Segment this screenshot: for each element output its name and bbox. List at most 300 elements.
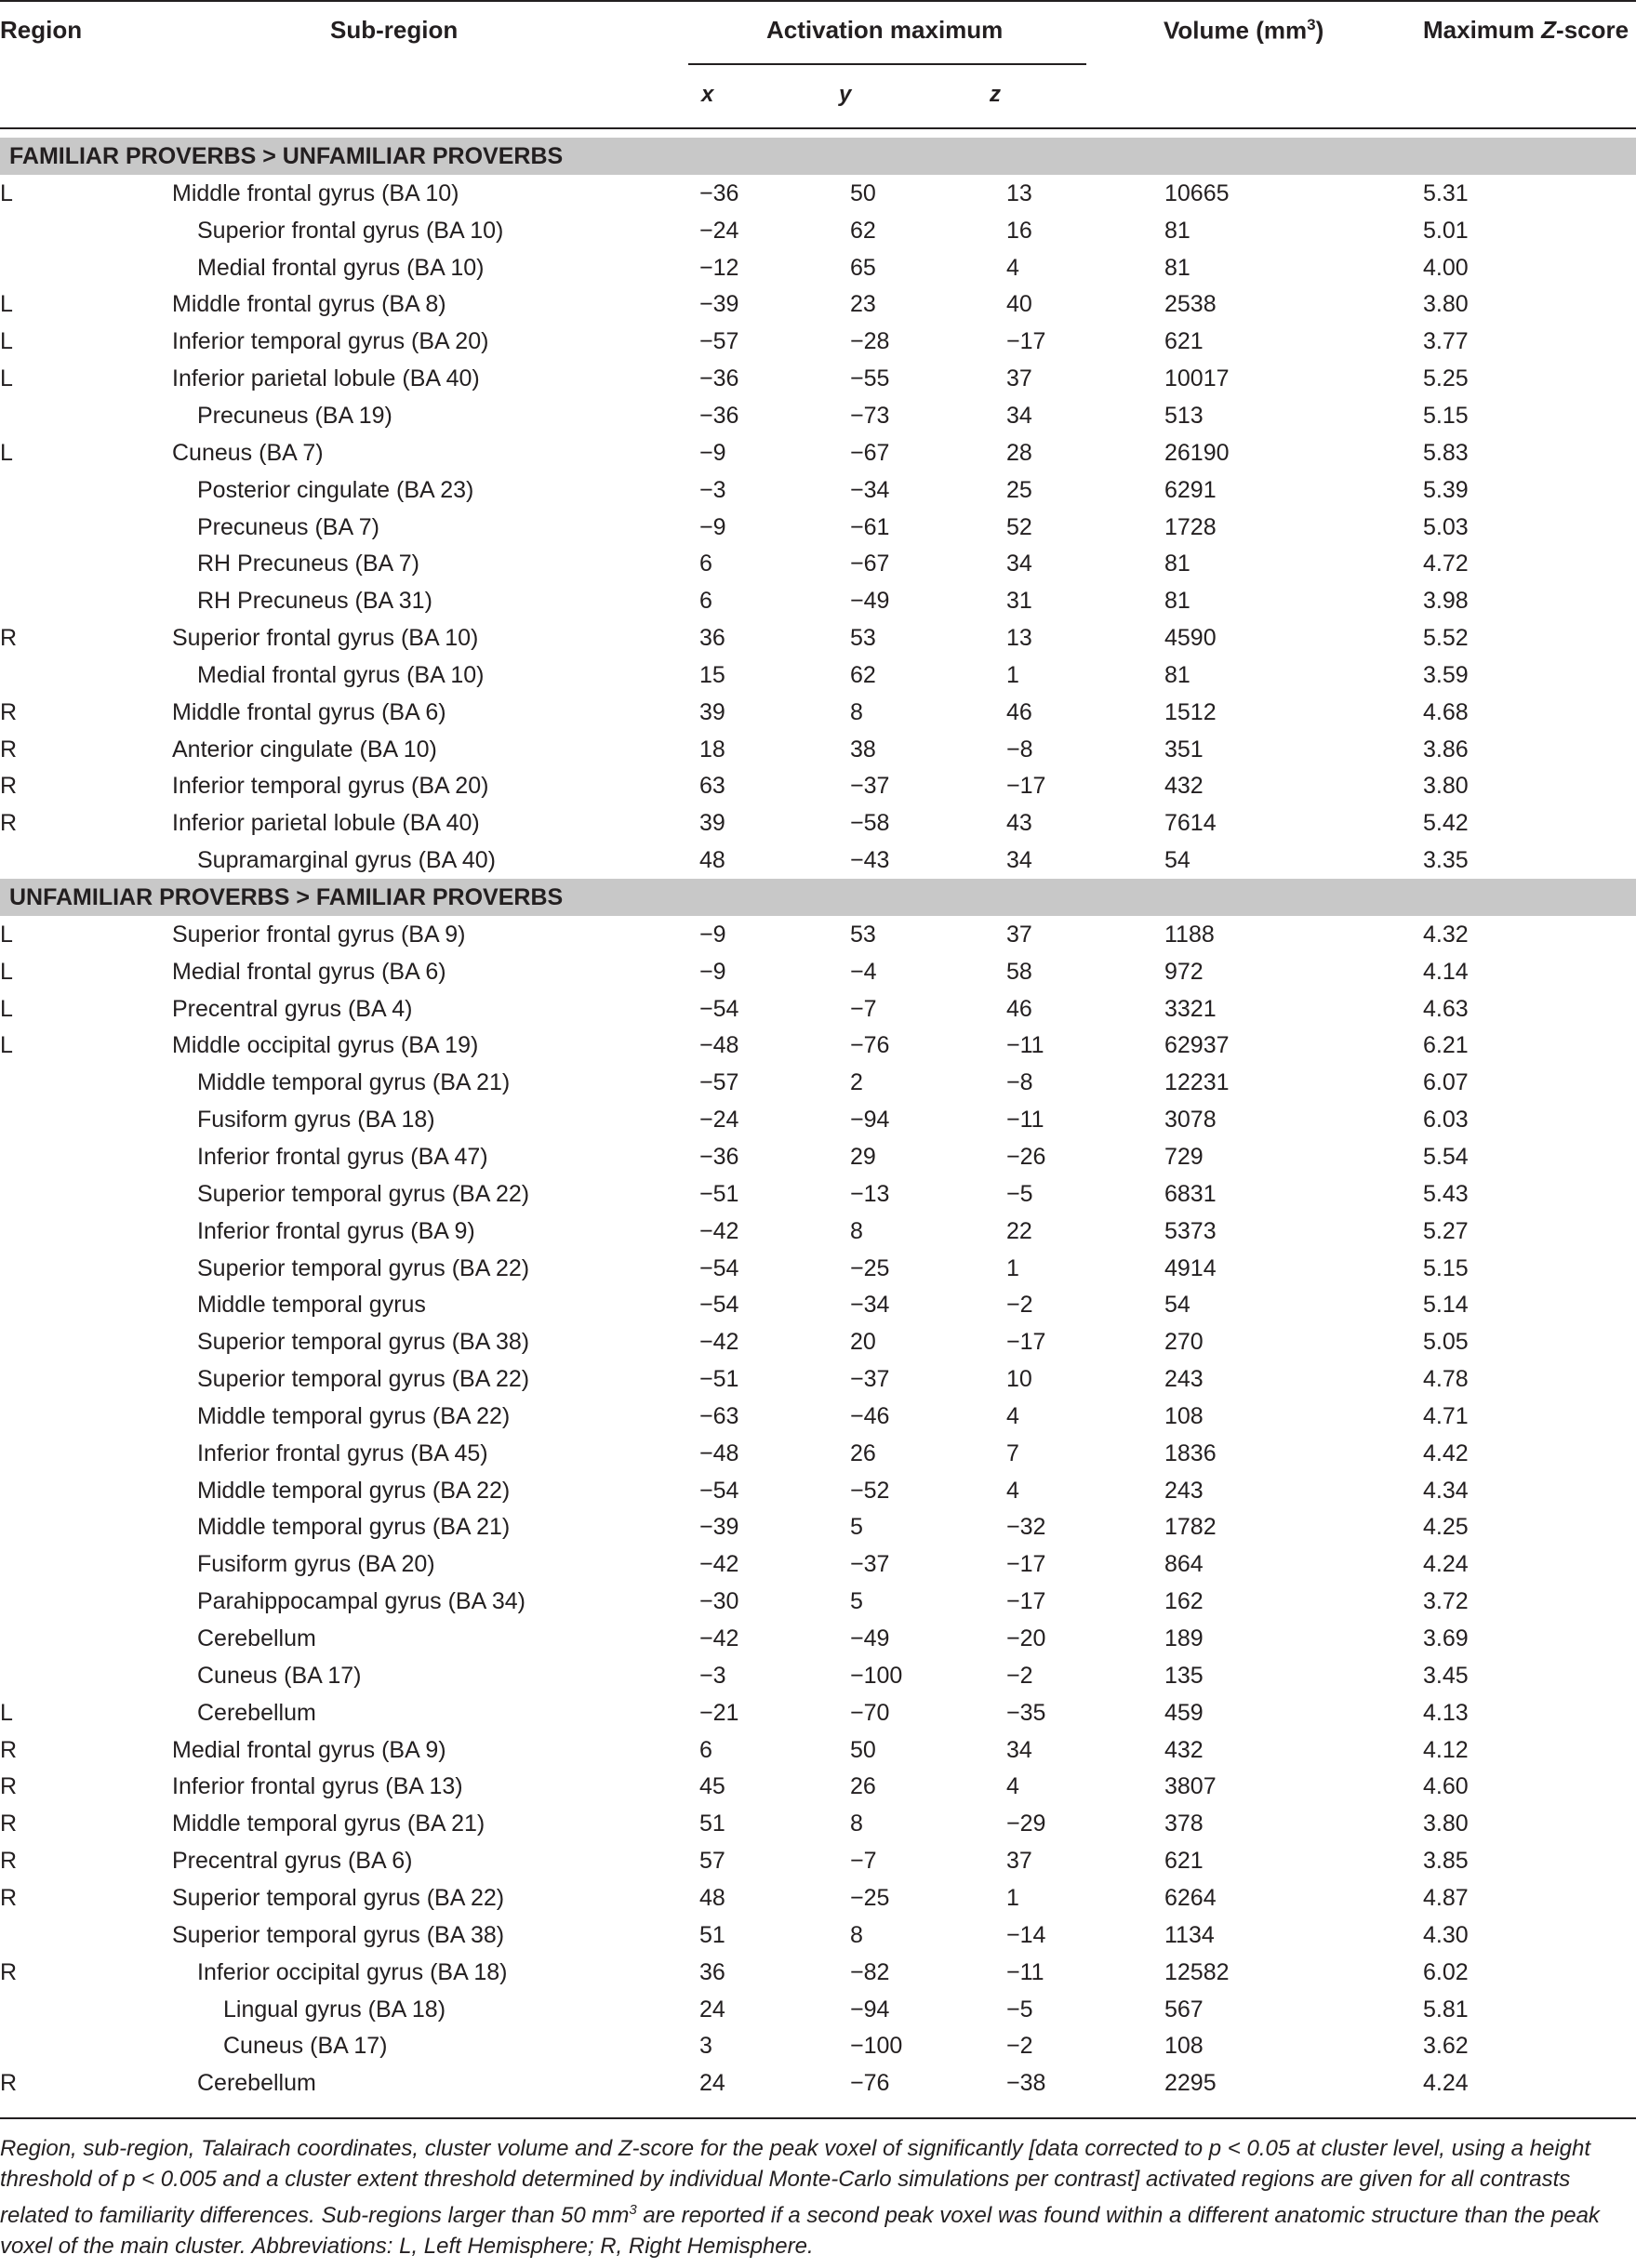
table-row bbox=[0, 1250, 1636, 1287]
section-title: UNFAMILIAR PROVERBS > FAMILIAR PROVERBS bbox=[9, 884, 564, 910]
cell-x: −54 bbox=[699, 1254, 739, 1281]
cell-region: L bbox=[0, 995, 13, 1022]
table-row bbox=[0, 619, 1636, 657]
cell-x: −42 bbox=[699, 1551, 739, 1578]
cell-x: 6 bbox=[699, 550, 712, 577]
cell-x: −48 bbox=[699, 1439, 739, 1466]
cell-y: −67 bbox=[850, 439, 890, 466]
cell-z: −11 bbox=[1006, 1032, 1044, 1059]
cell-sub-region: Inferior frontal gyrus (BA 47) bbox=[197, 1143, 488, 1170]
cell-x: −21 bbox=[699, 1699, 739, 1726]
cell-z: −5 bbox=[1006, 1180, 1033, 1207]
cell-z: −2 bbox=[1006, 1662, 1033, 1689]
table-row bbox=[0, 804, 1636, 842]
table-row bbox=[0, 397, 1636, 434]
cell-x: 36 bbox=[699, 625, 725, 652]
table-row bbox=[0, 1657, 1636, 1694]
table-row bbox=[0, 360, 1636, 397]
cell-zscore: 5.15 bbox=[1423, 402, 1469, 429]
cell-zscore: 4.34 bbox=[1423, 1477, 1469, 1504]
table-row bbox=[0, 1064, 1636, 1101]
table-row bbox=[0, 1991, 1636, 2028]
cell-x: 39 bbox=[699, 698, 725, 725]
cell-zscore: 3.86 bbox=[1423, 736, 1469, 763]
cell-zscore: 5.31 bbox=[1423, 179, 1469, 206]
cell-y: 50 bbox=[850, 1736, 876, 1763]
cell-y: −49 bbox=[850, 588, 890, 615]
cell-y: −94 bbox=[850, 1996, 890, 2023]
cell-sub-region: Precentral gyrus (BA 6) bbox=[172, 1848, 413, 1875]
top-rule bbox=[0, 0, 1636, 2]
cell-sub-region: Superior temporal gyrus (BA 22) bbox=[197, 1366, 530, 1393]
cell-zscore: 5.03 bbox=[1423, 513, 1469, 540]
bottom-rule bbox=[0, 2117, 1636, 2119]
cell-y: 5 bbox=[850, 1588, 863, 1615]
cell-y: −94 bbox=[850, 1107, 890, 1134]
cell-volume: 5373 bbox=[1164, 1217, 1217, 1244]
cell-region: R bbox=[0, 698, 18, 725]
cell-y: 26 bbox=[850, 1773, 876, 1800]
table-row bbox=[0, 1917, 1636, 1954]
table-row bbox=[0, 1213, 1636, 1250]
header-region: Region bbox=[0, 16, 83, 44]
cell-x: −42 bbox=[699, 1625, 739, 1651]
cell-y: −49 bbox=[850, 1625, 890, 1651]
cell-y: 26 bbox=[850, 1439, 876, 1466]
cell-z: −26 bbox=[1006, 1143, 1046, 1170]
cell-y: −37 bbox=[850, 1366, 890, 1393]
cell-region: L bbox=[0, 1032, 13, 1059]
cell-y: 8 bbox=[850, 1810, 863, 1837]
cell-zscore: 3.80 bbox=[1423, 773, 1469, 800]
cell-region: R bbox=[0, 1773, 18, 1800]
cell-sub-region: Inferior parietal lobule (BA 40) bbox=[172, 810, 480, 837]
cell-y: −76 bbox=[850, 2070, 890, 2097]
table-row bbox=[0, 1175, 1636, 1213]
cell-volume: 6264 bbox=[1164, 1884, 1217, 1911]
cell-z: −29 bbox=[1006, 1810, 1046, 1837]
cell-zscore: 5.43 bbox=[1423, 1180, 1469, 1207]
cell-region: R bbox=[0, 1848, 18, 1875]
cell-volume: 3807 bbox=[1164, 1773, 1217, 1800]
header-rule bbox=[0, 127, 1636, 129]
cell-sub-region: Inferior frontal gyrus (BA 45) bbox=[197, 1439, 488, 1466]
table-row bbox=[0, 545, 1636, 582]
cell-x: 39 bbox=[699, 810, 725, 837]
cell-z: 7 bbox=[1006, 1439, 1019, 1466]
cell-x: −24 bbox=[699, 1107, 739, 1134]
cell-x: −9 bbox=[699, 921, 726, 948]
cell-zscore: 3.45 bbox=[1423, 1662, 1469, 1689]
cell-zscore: 5.54 bbox=[1423, 1143, 1469, 1170]
cell-x: −42 bbox=[699, 1329, 739, 1356]
cell-region: L bbox=[0, 921, 13, 948]
cell-sub-region: Middle temporal gyrus (BA 22) bbox=[197, 1402, 511, 1429]
cell-zscore: 3.62 bbox=[1423, 2033, 1469, 2060]
cell-z: −8 bbox=[1006, 736, 1033, 763]
cell-y: −76 bbox=[850, 1032, 890, 1059]
cell-zscore: 4.71 bbox=[1423, 1402, 1469, 1429]
cell-y: −52 bbox=[850, 1477, 890, 1504]
cell-volume: 2295 bbox=[1164, 2070, 1217, 2097]
cell-zscore: 3.72 bbox=[1423, 1588, 1469, 1615]
cell-y: 53 bbox=[850, 625, 876, 652]
cell-x: 24 bbox=[699, 2070, 725, 2097]
cell-x: −39 bbox=[699, 1514, 739, 1541]
cell-z: −17 bbox=[1006, 328, 1046, 355]
cell-volume: 243 bbox=[1164, 1477, 1204, 1504]
cell-z: 25 bbox=[1006, 476, 1032, 503]
cell-volume: 567 bbox=[1164, 1996, 1204, 2023]
cell-sub-region: Anterior cingulate (BA 10) bbox=[172, 736, 437, 763]
cell-x: −57 bbox=[699, 328, 739, 355]
activation-underline bbox=[688, 63, 1086, 65]
header-sub-region: Sub-region bbox=[330, 16, 459, 44]
cell-x: −9 bbox=[699, 439, 726, 466]
table-row bbox=[0, 1398, 1636, 1435]
cell-x: −9 bbox=[699, 513, 726, 540]
table-row bbox=[0, 1805, 1636, 1842]
table-row bbox=[0, 1954, 1636, 1991]
table-row bbox=[0, 1435, 1636, 1472]
cell-x: 36 bbox=[699, 1958, 725, 1985]
cell-volume: 729 bbox=[1164, 1143, 1204, 1170]
cell-z: −20 bbox=[1006, 1625, 1046, 1651]
cell-y: −4 bbox=[850, 958, 877, 985]
cell-zscore: 5.15 bbox=[1423, 1254, 1469, 1281]
cell-region: R bbox=[0, 736, 18, 763]
cell-y: 2 bbox=[850, 1069, 863, 1096]
cell-sub-region: Middle temporal gyrus (BA 21) bbox=[172, 1810, 485, 1837]
cell-z: 37 bbox=[1006, 365, 1032, 392]
cell-y: 29 bbox=[850, 1143, 876, 1170]
cell-sub-region: Superior temporal gyrus (BA 38) bbox=[197, 1329, 530, 1356]
cell-x: −51 bbox=[699, 1366, 739, 1393]
cell-sub-region: Fusiform gyrus (BA 18) bbox=[197, 1107, 435, 1134]
cell-x: 51 bbox=[699, 1921, 725, 1948]
cell-sub-region: Middle temporal gyrus bbox=[197, 1292, 426, 1319]
cell-zscore: 4.72 bbox=[1423, 550, 1469, 577]
cell-volume: 972 bbox=[1164, 958, 1204, 985]
table-row bbox=[0, 285, 1636, 323]
cell-z: 13 bbox=[1006, 625, 1032, 652]
table-row bbox=[0, 434, 1636, 471]
cell-volume: 1836 bbox=[1164, 1439, 1217, 1466]
cell-volume: 1188 bbox=[1164, 921, 1215, 948]
cell-volume: 54 bbox=[1164, 1292, 1190, 1319]
cell-volume: 1512 bbox=[1164, 698, 1217, 725]
cell-x: 18 bbox=[699, 736, 725, 763]
cell-y: −25 bbox=[850, 1884, 890, 1911]
cell-y: 53 bbox=[850, 921, 876, 948]
cell-sub-region: Middle frontal gyrus (BA 6) bbox=[172, 698, 446, 725]
cell-x: 48 bbox=[699, 847, 725, 874]
cell-sub-region: Medial frontal gyrus (BA 6) bbox=[172, 958, 446, 985]
table-row bbox=[0, 731, 1636, 768]
cell-z: 31 bbox=[1006, 588, 1032, 615]
cell-sub-region: Cuneus (BA 7) bbox=[172, 439, 324, 466]
table-row bbox=[0, 657, 1636, 694]
cell-x: −36 bbox=[699, 179, 739, 206]
cell-z: 1 bbox=[1006, 661, 1019, 688]
cell-y: −61 bbox=[850, 513, 890, 540]
cell-volume: 1782 bbox=[1164, 1514, 1217, 1541]
cell-volume: 4914 bbox=[1164, 1254, 1217, 1281]
cell-y: 38 bbox=[850, 736, 876, 763]
cell-region: R bbox=[0, 1884, 18, 1911]
cell-sub-region: Superior temporal gyrus (BA 22) bbox=[172, 1884, 505, 1911]
cell-z: 1 bbox=[1006, 1254, 1019, 1281]
cell-sub-region: Medial frontal gyrus (BA 9) bbox=[172, 1736, 446, 1763]
cell-volume: 162 bbox=[1164, 1588, 1204, 1615]
table-row bbox=[0, 471, 1636, 509]
cell-x: −51 bbox=[699, 1180, 739, 1207]
cell-volume: 108 bbox=[1164, 2033, 1204, 2060]
table-row bbox=[0, 842, 1636, 879]
cell-volume: 26190 bbox=[1164, 439, 1230, 466]
cell-y: 20 bbox=[850, 1329, 876, 1356]
cell-x: −3 bbox=[699, 1662, 726, 1689]
cell-z: 37 bbox=[1006, 1848, 1032, 1875]
cell-y: −34 bbox=[850, 476, 890, 503]
cell-sub-region: Supramarginal gyrus (BA 40) bbox=[197, 847, 496, 874]
cell-y: −58 bbox=[850, 810, 890, 837]
cell-z: −35 bbox=[1006, 1699, 1046, 1726]
cell-region: R bbox=[0, 810, 18, 837]
cell-z: 10 bbox=[1006, 1366, 1032, 1393]
cell-z: −38 bbox=[1006, 2070, 1046, 2097]
cell-region: R bbox=[0, 2070, 18, 2097]
cell-z: 4 bbox=[1006, 1477, 1019, 1504]
cell-region: R bbox=[0, 1810, 18, 1837]
cell-z: −17 bbox=[1006, 773, 1046, 800]
cell-zscore: 4.12 bbox=[1423, 1736, 1469, 1763]
cell-volume: 81 bbox=[1164, 661, 1190, 688]
cell-x: 51 bbox=[699, 1810, 725, 1837]
cell-zscore: 4.78 bbox=[1423, 1366, 1469, 1393]
cell-x: 63 bbox=[699, 773, 725, 800]
cell-volume: 62937 bbox=[1164, 1032, 1230, 1059]
table-row bbox=[0, 212, 1636, 249]
cell-x: −3 bbox=[699, 476, 726, 503]
cell-volume: 432 bbox=[1164, 1736, 1204, 1763]
cell-y: 8 bbox=[850, 1217, 863, 1244]
cell-sub-region: Middle temporal gyrus (BA 21) bbox=[197, 1514, 511, 1541]
cell-region: L bbox=[0, 439, 13, 466]
cell-sub-region: Precuneus (BA 19) bbox=[197, 402, 392, 429]
cell-z: −2 bbox=[1006, 1292, 1033, 1319]
cell-y: −73 bbox=[850, 402, 890, 429]
table-row bbox=[0, 323, 1636, 360]
cell-z: −17 bbox=[1006, 1588, 1046, 1615]
cell-y: −67 bbox=[850, 550, 890, 577]
cell-volume: 6291 bbox=[1164, 476, 1217, 503]
cell-volume: 3321 bbox=[1164, 995, 1217, 1022]
table-row bbox=[0, 916, 1636, 953]
header-activation-maximum: Activation maximum bbox=[766, 16, 1004, 44]
cell-sub-region: Cuneus (BA 17) bbox=[197, 1662, 362, 1689]
table-row bbox=[0, 1879, 1636, 1917]
cell-zscore: 5.52 bbox=[1423, 625, 1469, 652]
cell-z: −17 bbox=[1006, 1551, 1046, 1578]
cell-zscore: 5.83 bbox=[1423, 439, 1469, 466]
cell-volume: 621 bbox=[1164, 328, 1204, 355]
cell-volume: 81 bbox=[1164, 217, 1190, 244]
cell-z: 34 bbox=[1006, 402, 1032, 429]
cell-x: −9 bbox=[699, 958, 726, 985]
cell-region: R bbox=[0, 1736, 18, 1763]
cell-z: 22 bbox=[1006, 1217, 1032, 1244]
cell-volume: 621 bbox=[1164, 1848, 1204, 1875]
cell-zscore: 4.60 bbox=[1423, 1773, 1469, 1800]
cell-region: R bbox=[0, 1958, 18, 1985]
cell-x: 24 bbox=[699, 1996, 725, 2023]
cell-sub-region: Middle temporal gyrus (BA 22) bbox=[197, 1477, 511, 1504]
cell-volume: 459 bbox=[1164, 1699, 1204, 1726]
cell-y: −7 bbox=[850, 1848, 877, 1875]
cell-z: −32 bbox=[1006, 1514, 1046, 1541]
cell-z: 34 bbox=[1006, 847, 1032, 874]
header-volume: Volume $(mm^3)$ bbox=[1164, 16, 1324, 45]
cell-zscore: 3.80 bbox=[1423, 1810, 1469, 1837]
cell-z: 46 bbox=[1006, 995, 1032, 1022]
cell-z: 34 bbox=[1006, 550, 1032, 577]
cell-y: −7 bbox=[850, 995, 877, 1022]
cell-zscore: 4.32 bbox=[1423, 921, 1469, 948]
cell-y: 50 bbox=[850, 179, 876, 206]
table-row bbox=[0, 175, 1636, 212]
cell-zscore: 6.02 bbox=[1423, 1958, 1469, 1985]
cell-y: −43 bbox=[850, 847, 890, 874]
cell-z: 46 bbox=[1006, 698, 1032, 725]
cell-zscore: 5.39 bbox=[1423, 476, 1469, 503]
section-header bbox=[0, 879, 1636, 916]
cell-zscore: 4.63 bbox=[1423, 995, 1469, 1022]
cell-region: R bbox=[0, 773, 18, 800]
cell-volume: 513 bbox=[1164, 402, 1204, 429]
cell-sub-region: Inferior parietal lobule (BA 40) bbox=[172, 365, 480, 392]
cell-zscore: 3.35 bbox=[1423, 847, 1469, 874]
cell-volume: 12582 bbox=[1164, 1958, 1230, 1985]
table-row bbox=[0, 1138, 1636, 1175]
cell-sub-region: Cerebellum bbox=[197, 2070, 316, 2097]
table-row bbox=[0, 953, 1636, 990]
cell-x: −39 bbox=[699, 291, 739, 318]
cell-sub-region: Precentral gyrus (BA 4) bbox=[172, 995, 413, 1022]
cell-z: 43 bbox=[1006, 810, 1032, 837]
cell-volume: 10665 bbox=[1164, 179, 1230, 206]
cell-y: −37 bbox=[850, 773, 890, 800]
cell-volume: 432 bbox=[1164, 773, 1204, 800]
cell-x: −48 bbox=[699, 1032, 739, 1059]
cell-x: −36 bbox=[699, 1143, 739, 1170]
cell-volume: 1134 bbox=[1164, 1921, 1215, 1948]
header-y: y bbox=[839, 82, 852, 107]
table-row bbox=[0, 1323, 1636, 1360]
cell-zscore: 5.05 bbox=[1423, 1329, 1469, 1356]
table-row bbox=[0, 1472, 1636, 1509]
cell-z: −17 bbox=[1006, 1329, 1046, 1356]
cell-volume: 2538 bbox=[1164, 291, 1217, 318]
cell-x: −63 bbox=[699, 1402, 739, 1429]
cell-region: L bbox=[0, 1699, 13, 1726]
header-z: z bbox=[990, 82, 1001, 107]
cell-region: L bbox=[0, 958, 13, 985]
cell-y: 8 bbox=[850, 698, 863, 725]
cell-zscore: 5.81 bbox=[1423, 1996, 1469, 2023]
table-row bbox=[0, 694, 1636, 731]
cell-zscore: 3.80 bbox=[1423, 291, 1469, 318]
cell-sub-region: RH Precuneus (BA 7) bbox=[197, 550, 419, 577]
cell-volume: 4590 bbox=[1164, 625, 1217, 652]
cell-volume: 3078 bbox=[1164, 1107, 1217, 1134]
cell-sub-region: Inferior frontal gyrus (BA 13) bbox=[172, 1773, 463, 1800]
cell-sub-region: Superior frontal gyrus (BA 9) bbox=[172, 921, 466, 948]
cell-zscore: 3.77 bbox=[1423, 328, 1469, 355]
cell-zscore: 3.59 bbox=[1423, 661, 1469, 688]
cell-sub-region: Inferior frontal gyrus (BA 9) bbox=[197, 1217, 475, 1244]
cell-z: −5 bbox=[1006, 1996, 1033, 2023]
table-row bbox=[0, 249, 1636, 286]
cell-volume: 7614 bbox=[1164, 810, 1217, 837]
cell-x: −30 bbox=[699, 1588, 739, 1615]
cell-volume: 10017 bbox=[1164, 365, 1230, 392]
cell-x: −54 bbox=[699, 1477, 739, 1504]
cell-x: 45 bbox=[699, 1773, 725, 1800]
cell-z: −8 bbox=[1006, 1069, 1033, 1096]
cell-y: −34 bbox=[850, 1292, 890, 1319]
cell-z: 13 bbox=[1006, 179, 1032, 206]
cell-volume: 351 bbox=[1164, 736, 1204, 763]
cell-volume: 1728 bbox=[1164, 513, 1217, 540]
cell-z: 1 bbox=[1006, 1884, 1019, 1911]
cell-y: −70 bbox=[850, 1699, 890, 1726]
cell-sub-region: Middle frontal gyrus (BA 10) bbox=[172, 179, 459, 206]
cell-x: −24 bbox=[699, 217, 739, 244]
cell-sub-region: Inferior occipital gyrus (BA 18) bbox=[197, 1958, 508, 1985]
cell-sub-region: Medial frontal gyrus (BA 10) bbox=[197, 254, 485, 281]
cell-x: −36 bbox=[699, 365, 739, 392]
cell-y: −82 bbox=[850, 1958, 890, 1985]
header-max-zscore: Maximum Z-score bbox=[1423, 16, 1629, 44]
cell-zscore: 4.24 bbox=[1423, 1551, 1469, 1578]
cell-z: 28 bbox=[1006, 439, 1032, 466]
cell-zscore: 5.27 bbox=[1423, 1217, 1469, 1244]
cell-z: 4 bbox=[1006, 1402, 1019, 1429]
table-row bbox=[0, 1545, 1636, 1583]
cell-y: 23 bbox=[850, 291, 876, 318]
cell-volume: 378 bbox=[1164, 1810, 1204, 1837]
cell-sub-region: Parahippocampal gyrus (BA 34) bbox=[197, 1588, 525, 1615]
cell-zscore: 4.13 bbox=[1423, 1699, 1469, 1726]
table-row bbox=[0, 1360, 1636, 1398]
cell-volume: 81 bbox=[1164, 550, 1190, 577]
table-row bbox=[0, 1842, 1636, 1879]
cell-sub-region: Superior temporal gyrus (BA 22) bbox=[197, 1254, 530, 1281]
cell-x: 48 bbox=[699, 1884, 725, 1911]
cell-y: −13 bbox=[850, 1180, 890, 1207]
table-row bbox=[0, 1101, 1636, 1138]
cell-volume: 108 bbox=[1164, 1402, 1204, 1429]
cell-zscore: 4.42 bbox=[1423, 1439, 1469, 1466]
table-row bbox=[0, 509, 1636, 546]
cell-sub-region: Superior frontal gyrus (BA 10) bbox=[172, 625, 479, 652]
cell-zscore: 4.14 bbox=[1423, 958, 1469, 985]
cell-y: 62 bbox=[850, 661, 876, 688]
cell-y: 62 bbox=[850, 217, 876, 244]
cell-sub-region: Medial frontal gyrus (BA 10) bbox=[197, 661, 485, 688]
table-footnote: Region, sub-region, Talairach coordinates, cluster volume and Z-score for the peak voxel of significantly [data corrected to p < 0.05 at cluster level, using a height threshold of p < 0.005 and a cluster extent threshold determined by individual Monte-Carlo simulations per contrast] activated regions are given for all contrasts related to familiarity differences. Sub-regions larger than 50 $mm^3$ are reported if a second peak voxel was found within a different anatomic structure than the peak voxel of the main cluster. Abbreviations: L, Left Hemisphere; R, Right Hemisphere. bbox=[0, 2136, 1600, 2259]
